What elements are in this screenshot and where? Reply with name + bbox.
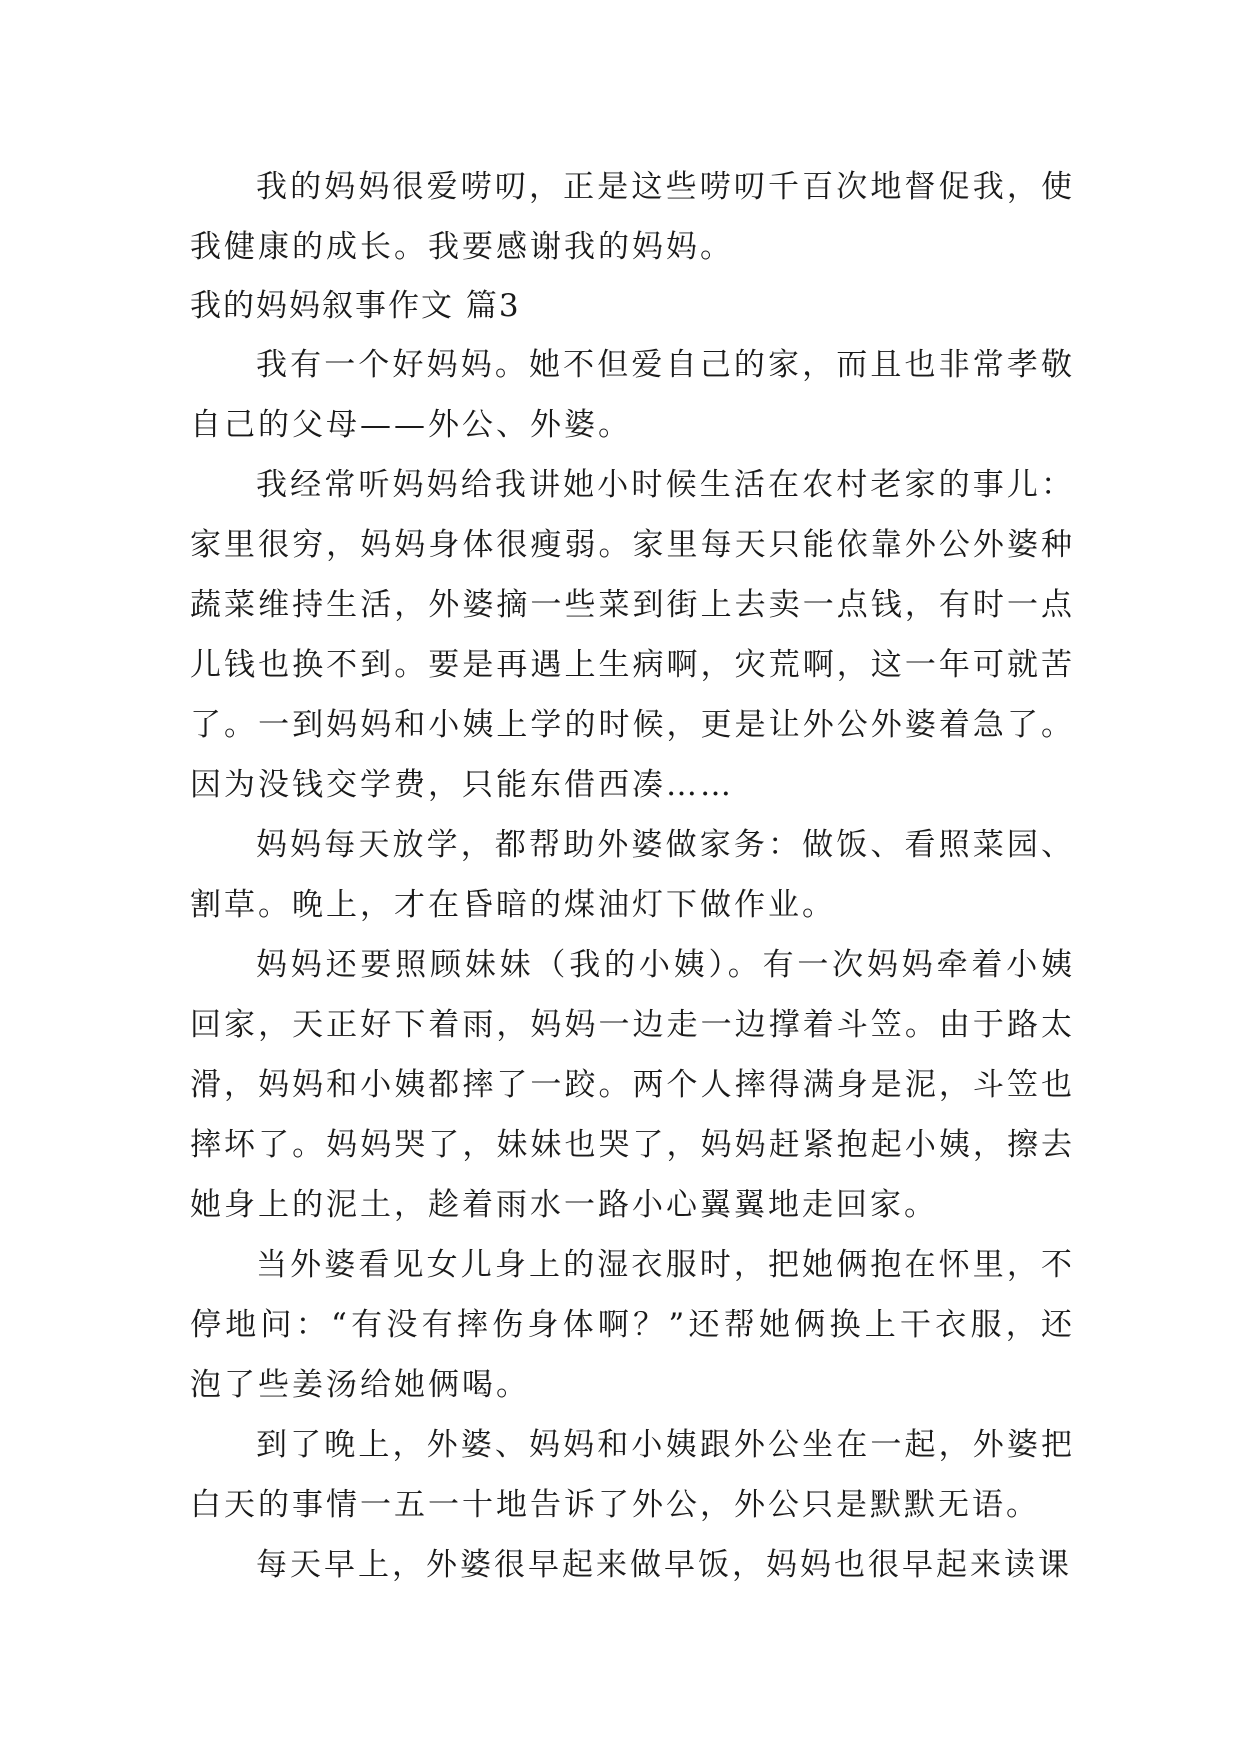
paragraph-6: 当外婆看见女儿身上的湿衣服时，把她俩抱在怀里，不停地问：“有没有摔伤身体啊？”还帮她俩换上干衣服，还泡了些姜汤给她俩喝。 [190, 1247, 1075, 1403]
paragraph-3: 我经常听妈妈给我讲她小时候生活在农村老家的事儿：家里很穷，妈妈身体很瘦弱。家里每天只能依靠外公外婆种蔬菜维持生活，外婆摘一些菜到街上去卖一点钱，有时一点儿钱也换不到。要是再遇上生病啊，灾荒啊，这一年可就苦了。一到妈妈和小姨上学的时候，更是让外公外婆着急了。因为没钱交学费，只能东借西凑…… [190, 467, 1075, 803]
paragraph-8: 每天早上，外婆很早起来做早饭，妈妈也很早起来读课 [256, 1547, 1072, 1583]
paragraph-5: 妈妈还要照顾妹妹（我的小姨）。有一次妈妈牵着小姨回家，天正好下着雨，妈妈一边走一边撑着斗笠。由于路太滑，妈妈和小姨都摔了一跤。两个人摔得满身是泥，斗笠也摔坏了。妈妈哭了，妹妹也哭了，妈妈赶紧抱起小姨，擦去她身上的泥土，趁着雨水一路小心翼翼地走回家。 [190, 947, 1075, 1223]
paragraph-1: 我的妈妈很爱唠叨，正是这些唠叨千百次地督促我，使我健康的成长。我要感谢我的妈妈。 [190, 169, 1075, 265]
section-heading: 我的妈妈叙事作文 篇3 [190, 288, 521, 324]
paragraph-4: 妈妈每天放学，都帮助外婆做家务：做饭、看照菜园、割草。晚上，才在昏暗的煤油灯下做作业。 [190, 827, 1075, 923]
document-page [190, 157, 1075, 1595]
paragraph-7: 到了晚上，外婆、妈妈和小姨跟外公坐在一起，外婆把白天的事情一五一十地告诉了外公，外公只是默默无语。 [190, 1427, 1075, 1523]
paragraph-2: 我有一个好妈妈。她不但爱自己的家，而且也非常孝敬自己的父母——外公、外婆。 [190, 347, 1075, 443]
